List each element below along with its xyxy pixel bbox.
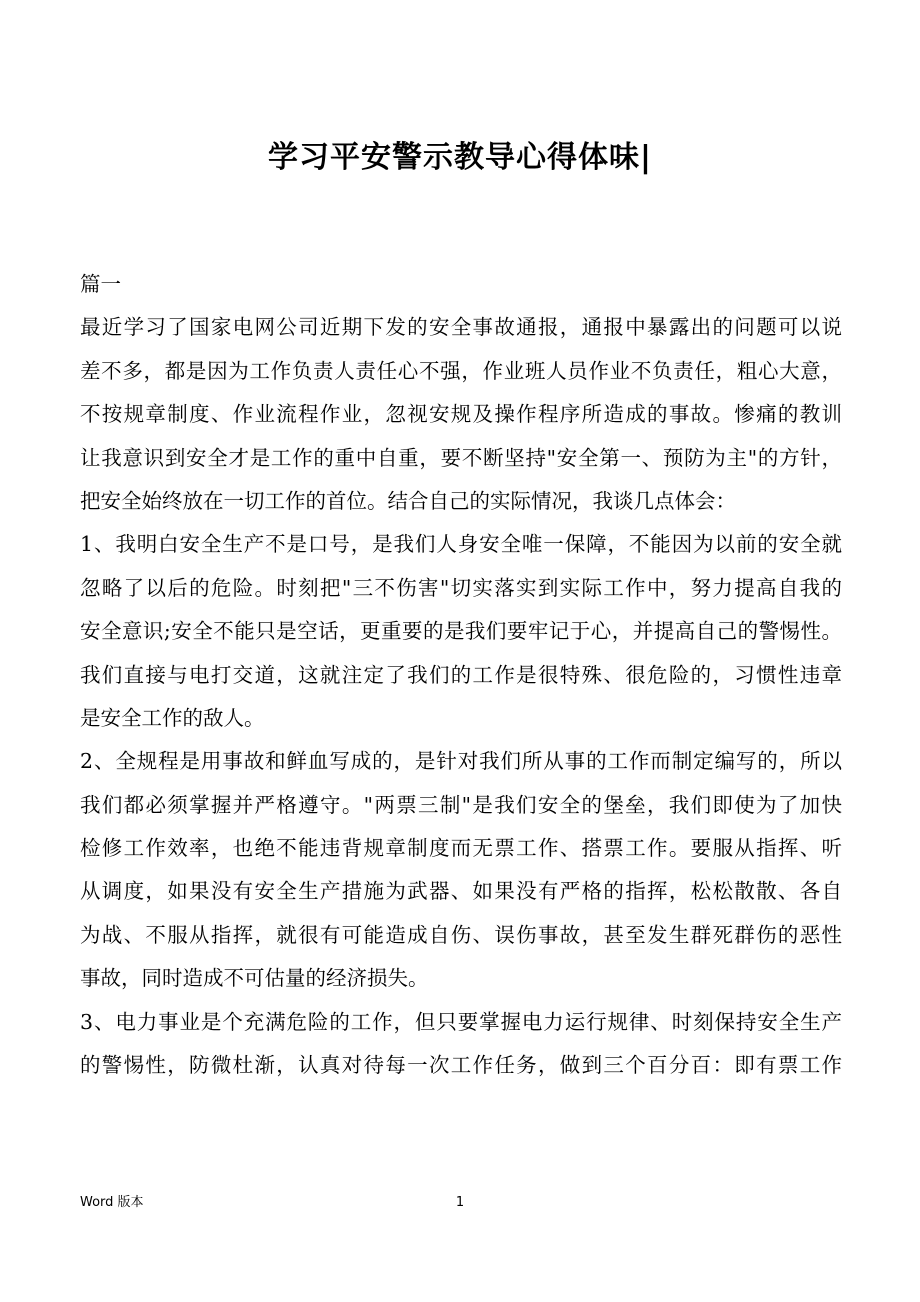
paragraph-line-7: 忽略了以后的危险。时刻把"三不伤害"切实落实到实际工作中，努力提高自我的 [80, 575, 842, 600]
document-title: 学习平安警示教导心得体味| [268, 140, 652, 175]
paragraph-line-4: 让我意识到安全才是工作的重中自重，要不断坚持"安全第一、预防为主"的方针， [80, 445, 842, 470]
paragraph-line-12: 我们都必须掌握并严格遵守。"两票三制"是我们安全的堡垒，我们即使为了加快 [80, 792, 842, 817]
paragraph-line-8: 安全意识;安全不能只是空话，更重要的是我们要牢记于心，并提高自己的警惕性。 [80, 619, 842, 644]
footer-page-number: 1 [455, 1195, 465, 1210]
paragraph-line-18: 的警惕性，防微杜渐，认真对待每一次工作任务，做到三个百分百：即有票工作 [80, 1053, 842, 1078]
paragraph-line-5: 把安全始终放在一切工作的首位。结合自己的实际情况，我谈几点体会： [80, 488, 736, 513]
paragraph-line-1: 最近学习了国家电网公司近期下发的安全事故通报，通报中暴露出的问题可以说 [80, 315, 842, 340]
paragraph-line-17: 3、电力事业是个充满危险的工作，但只要掌握电力运行规律、时刻保持安全生产 [80, 1009, 842, 1034]
paragraph-line-6: 1、我明白安全生产不是口号，是我们人身安全唯一保障，不能因为以前的安全就 [80, 532, 842, 557]
paragraph-line-14: 从调度，如果没有安全生产措施为武器、如果没有严格的指挥，松松散散、各自 [80, 879, 842, 904]
document-body [80, 263, 842, 1087]
paragraph-line-11: 2、全规程是用事故和鲜血写成的，是针对我们所从事的工作而制定编写的，所以 [80, 749, 842, 774]
paragraph-line-3: 不按规章制度、作业流程作业，忽视安规及操作程序所造成的事故。惨痛的教训 [80, 402, 842, 427]
paragraph-line-15: 为战、不服从指挥，就很有可能造成自伤、误伤事故，甚至发生群死群伤的恶性 [80, 922, 842, 947]
section-heading: 篇一 [80, 272, 121, 296]
paragraph-line-16: 事故，同时造成不可估量的经济损失。 [80, 966, 429, 991]
footer-version-label: Word 版本 [80, 1195, 144, 1210]
paragraph-line-9: 我们直接与电打交道，这就注定了我们的工作是很特殊、很危险的，习惯性违章 [80, 662, 842, 687]
paragraph-line-10: 是安全工作的敌人。 [80, 705, 265, 730]
paragraph-line-2: 差不多，都是因为工作负责人责任心不强，作业班人员作业不负责任，粗心大意， [80, 358, 842, 383]
paragraph-line-13: 检修工作效率，也绝不能违背规章制度而无票工作、搭票工作。要服从指挥、听 [80, 836, 842, 861]
